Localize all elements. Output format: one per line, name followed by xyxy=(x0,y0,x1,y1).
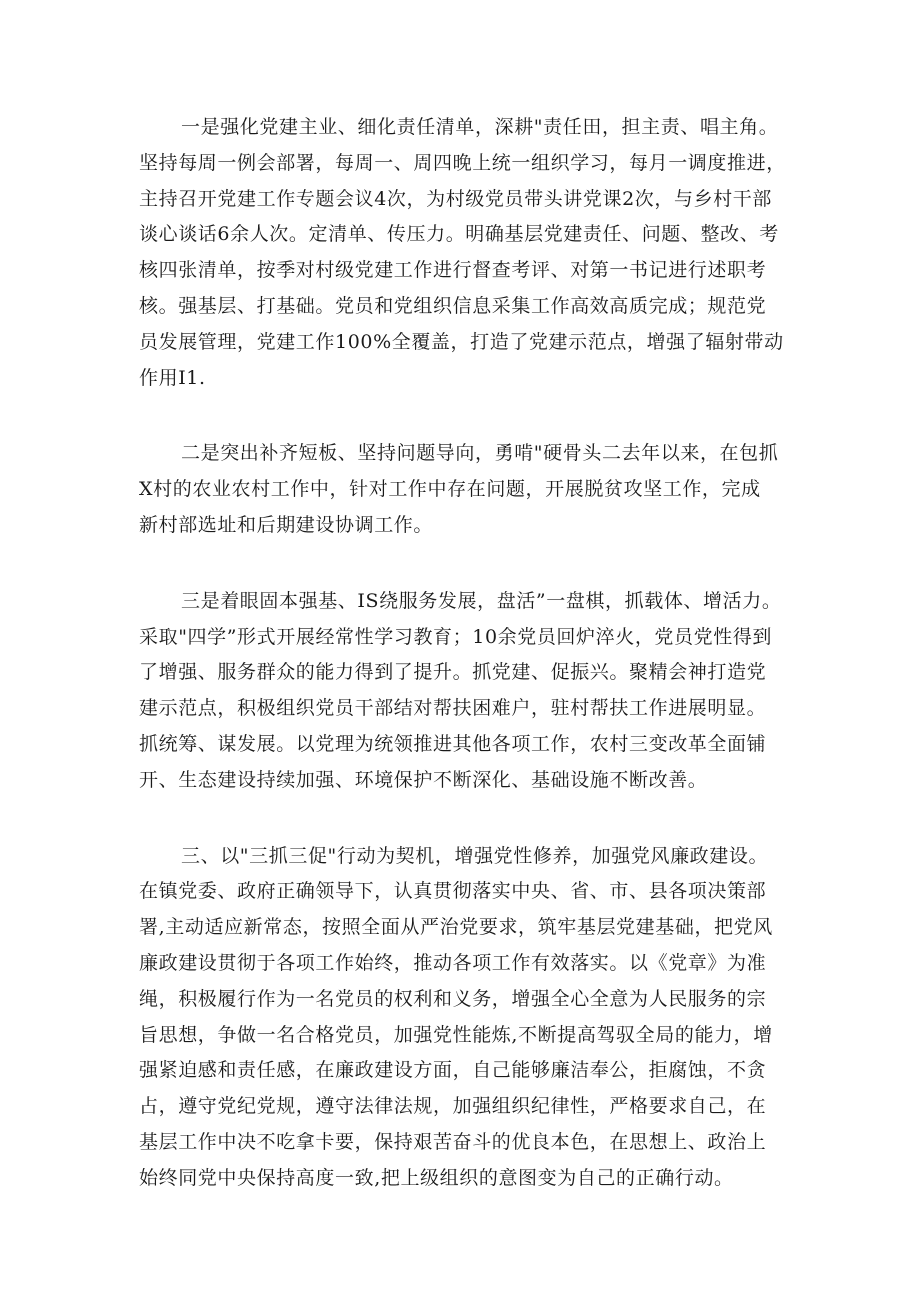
text-line: 采取"四学”形式开展经常性学习教育；10余党员回炉淬火，党员党性得到 xyxy=(139,625,773,648)
text-line: 建示范点，积极组织党员干部结对帮扶困难户，驻村帮扶工作进展明显。 xyxy=(139,697,767,720)
text-line: 作用I1. xyxy=(139,366,206,389)
text-line: 谈心谈话6余人次。定清单、传压力。明确基层党建责任、问题、整改、考 xyxy=(139,223,779,246)
text-line: 在镇党委、政府正确领导下，认真贯彻落实中央、省、市、县各项决策部 xyxy=(139,880,767,903)
document-page xyxy=(139,110,789,1237)
text-line: 三是着眼固本强基、IS绕服务发展，盘活”一盘棋，抓载体、增活力。 xyxy=(181,589,782,612)
text-line: 三、以"三抓三促"行动为契机，增强党性修养，加强党风廉政建设。 xyxy=(181,844,769,867)
text-line: 强紧迫感和责任感，在廉政建设方面，自己能够廉洁奉公，拒腐蚀，不贪 xyxy=(139,1059,767,1082)
text-line: 抓统筹、谋发展。以党理为统领推进其他各项工作，农村三变改革全面铺 xyxy=(139,732,767,755)
text-line: 基层工作中决不吃拿卡要，保持艰苦奋斗的优良本色，在思想上、政治上 xyxy=(139,1130,767,1153)
paragraph-3 xyxy=(139,584,789,799)
text-line: 坚持每周一例会部署，每周一、周四晚上统一组织学习，每月一调度推进， xyxy=(139,151,786,174)
text-line: 了增强、服务群众的能力得到了提升。抓党建、促振兴。聚精会神打造党 xyxy=(139,661,767,684)
text-line: 新村部选址和后期建设协调工作。 xyxy=(139,513,434,536)
text-line: 开、生态建设持续加强、环境保护不断深化、基础设施不断改善。 xyxy=(139,768,708,791)
text-line: 绳，积极履行作为一名党员的权利和义务，增强全心全意为人民服务的宗 xyxy=(139,987,767,1010)
paragraph-2 xyxy=(139,436,789,543)
paragraph-1 xyxy=(139,110,789,396)
text-line: X村的农业农村工作中，针对工作中存在问题，开展脱贫攻坚工作，完成 xyxy=(139,478,761,501)
text-line: 主持召开党建工作专题会议4次，为村级党员带头讲党课2次，与乡村干部 xyxy=(139,187,772,210)
text-line: 署,主动适应新常态，按照全面从严治党要求，筑牢基层党建基础，把党风 xyxy=(139,916,773,939)
text-line: 始终同党中央保持高度一致,把上级组织的意图变为自己的正确行动。 xyxy=(139,1166,734,1189)
text-line: 廉政建设贯彻于各项工作始终，推动各项工作有效落实。以《党章》为准 xyxy=(139,951,767,974)
text-line: 核。强基层、打基础。党员和党组织信息采集工作高效高质完成；规范党 xyxy=(139,294,767,317)
text-line: 员发展管理，党建工作100%全覆盖，打造了党建示范点，增强了辐射带动 xyxy=(139,330,784,353)
text-line: 旨思想，争做一名合格党员，加强党性能炼,不断提高驾驭全局的能力，增 xyxy=(139,1023,773,1046)
text-line: 二是突出补齐短板、坚持问题导向，勇啃"硬骨头二去年以来，在包抓 xyxy=(181,442,779,465)
text-line: 一是强化党建主业、细化责任清单，深耕"责任田，担主责、唱主角。 xyxy=(181,116,779,138)
text-line: 占，遵守党纪党规，遵守法律法规，加强组织纪律性，严格要求自己，在 xyxy=(139,1095,767,1118)
text-line: 核四张清单，按季对村级党建工作进行督查考评、对第一书记进行述职考 xyxy=(139,259,767,282)
paragraph-4 xyxy=(139,839,789,1197)
